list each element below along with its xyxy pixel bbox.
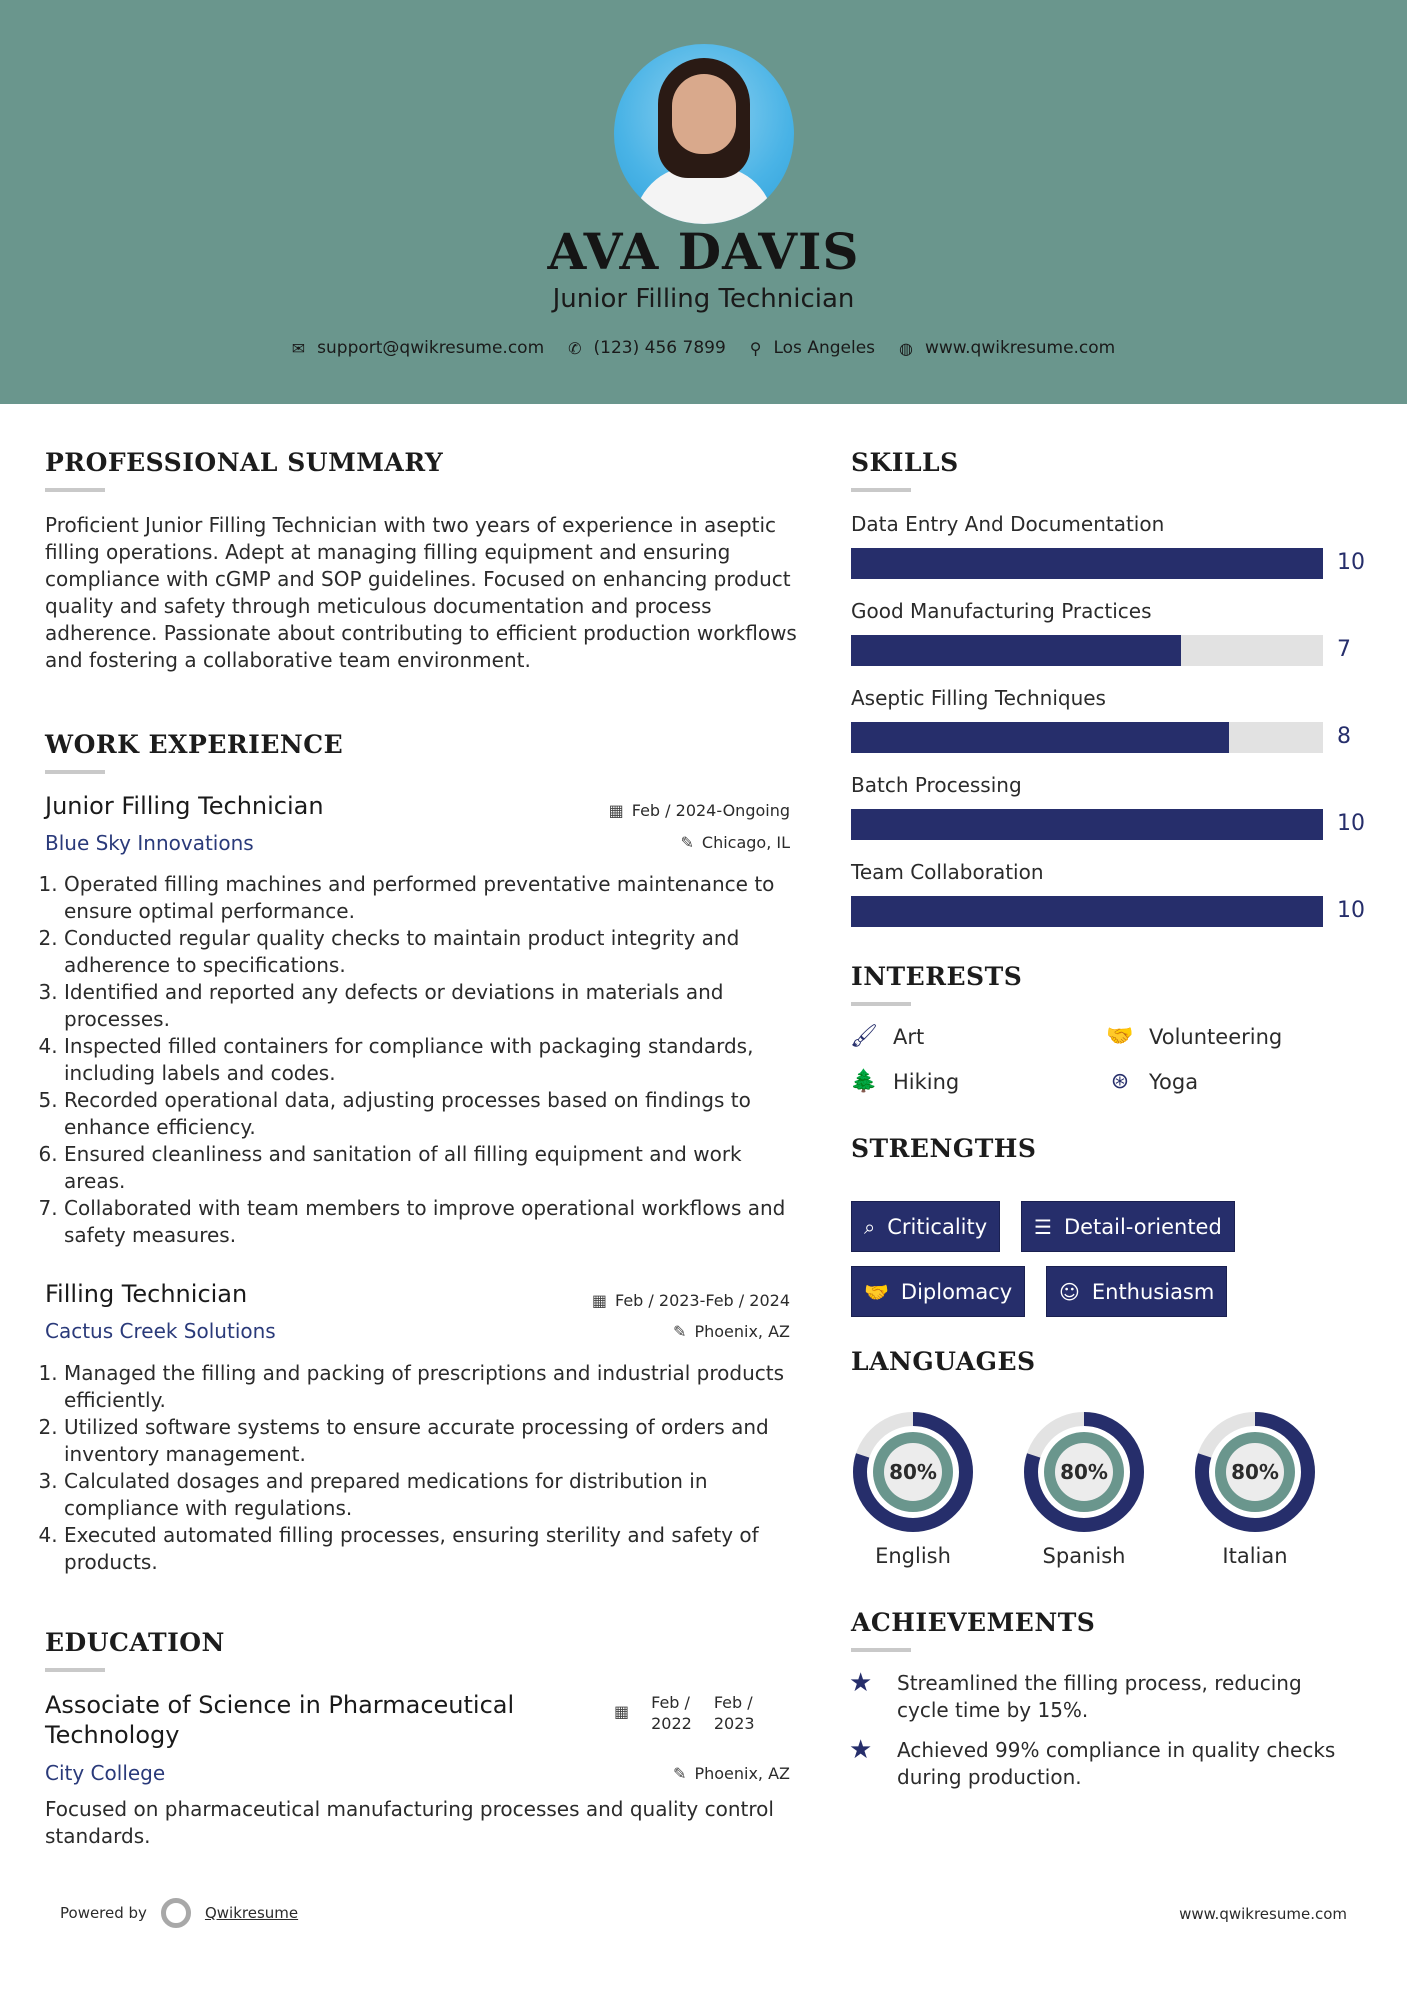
profile-photo (614, 44, 794, 224)
skill-bar-fill (851, 722, 1229, 753)
job-title-1: Junior Filling Technician (45, 792, 324, 820)
handshake-icon: 🤝 (864, 1279, 889, 1304)
skill-value: 8 (1337, 724, 1351, 749)
skills-underline (851, 488, 911, 492)
language-percent: 80% (1060, 1460, 1108, 1484)
list-item: 3. Calculated dosages and prepared medications for distribution in compliance with regulations. (64, 1468, 796, 1522)
qwikresume-logo-icon (161, 1898, 191, 1928)
language-label: Italian (1222, 1544, 1288, 1568)
list-item: 2. Conducted regular quality checks to maintain product integrity and adherence to specifications. (64, 925, 796, 979)
pushpin-icon: ✎ (673, 1322, 687, 1341)
calendar-icon: ▦ (614, 1702, 630, 1721)
skill-bar-fill (851, 809, 1323, 840)
handshake-icon: 🤝 (1106, 1024, 1134, 1049)
summary-text: Proficient Junior Filling Technician with two years of experience in aseptic filling operations. Adept at managing filling equipment and ensuring compliance with cGMP and SOP guidelines. Focused on enhancing product quality and safety through meticulous documentation and process adherence. Passionate about contributing to efficient production workflows and fostering a collaborative team environment. (45, 513, 797, 672)
language-percent: 80% (889, 1460, 937, 1484)
strengths-heading: STRENGTHS (851, 1134, 1037, 1163)
contact-location (750, 338, 875, 358)
job-date-1: ▦ Feb / 2024-Ongoing (608, 801, 790, 820)
list-item: 1. Managed the filling and packing of prescriptions and industrial products efficiently. (64, 1360, 796, 1414)
list-item: 4. Inspected filled containers for compliance with packaging standards, including labels and codes. (64, 1033, 796, 1087)
job-location-1: ✎ Chicago, IL (680, 833, 790, 852)
skill-label: Batch Processing (851, 773, 1022, 797)
skill-value: 10 (1337, 898, 1365, 923)
language-ring (1022, 1410, 1146, 1534)
degree-title: Associate of Science in Pharmaceutical Technology (45, 1691, 515, 1749)
education-description: Focused on pharmaceutical manufacturing processes and quality control standards. (45, 1797, 774, 1848)
strength-chip-detail-oriented: ☰ Detail-oriented (1021, 1201, 1235, 1252)
list-item: 2. Utilized software systems to ensure accurate processing of orders and inventory management. (64, 1414, 796, 1468)
skill-label: Good Manufacturing Practices (851, 599, 1152, 623)
strength-chip-criticality: ⌕ Criticality (851, 1201, 1000, 1252)
search-icon: ⌕ (864, 1214, 876, 1239)
education-heading: EDUCATION (45, 1628, 225, 1657)
language-label: Spanish (1042, 1544, 1126, 1568)
job-title-2: Filling Technician (45, 1280, 248, 1308)
job-date-2: ▦ Feb / 2023-Feb / 2024 (591, 1291, 790, 1310)
skill-label: Aseptic Filling Techniques (851, 686, 1106, 710)
job-bullets-1 (36, 871, 796, 1249)
website-text: www.qwikresume.com (924, 338, 1116, 358)
skill-bar-fill (851, 896, 1323, 927)
header-banner (0, 0, 1407, 404)
job-company-1: Blue Sky Innovations (45, 831, 254, 855)
candidate-name: AVA DAVIS (547, 222, 860, 281)
skill-value: 10 (1337, 550, 1365, 575)
experience-underline (45, 770, 105, 774)
phone-text: (123) 456 7899 (593, 338, 726, 358)
list-icon: ☰ (1034, 1214, 1052, 1239)
language-italian (1193, 1410, 1317, 1568)
star-badge-icon: ★ (849, 1735, 873, 1765)
contact-bar (0, 338, 1407, 358)
globe-icon: ◍ (899, 338, 913, 358)
job-company-2: Cactus Creek Solutions (45, 1319, 276, 1343)
interest-volunteering: 🤝 Volunteering (1106, 1024, 1283, 1049)
education-underline (45, 1668, 105, 1672)
languages-heading: LANGUAGES (851, 1347, 1036, 1376)
interests-heading: INTERESTS (851, 962, 1023, 991)
star-badge-icon: ★ (849, 1668, 873, 1698)
map-pin-icon: ⚲ (749, 338, 762, 358)
language-label: English (875, 1544, 951, 1568)
pushpin-icon: ✎ (673, 1764, 687, 1783)
contact-phone[interactable] (568, 338, 726, 358)
language-ring (1193, 1410, 1317, 1534)
tree-icon: 🌲 (850, 1069, 878, 1094)
job-bullets-2 (36, 1360, 796, 1576)
skill-value: 7 (1337, 637, 1351, 662)
list-item: 6. Ensured cleanliness and sanitation of all filling equipment and work areas. (64, 1141, 796, 1195)
skill-bar-track (851, 896, 1323, 927)
skill-bar-track (851, 722, 1323, 753)
pushpin-icon: ✎ (680, 833, 694, 852)
envelope-icon: ✉ (291, 338, 306, 358)
summary-heading: PROFESSIONAL SUMMARY (45, 448, 444, 477)
achievements-underline (851, 1648, 911, 1652)
skills-heading: SKILLS (851, 448, 959, 477)
school-name: City College (45, 1761, 166, 1785)
summary-underline (45, 488, 105, 492)
experience-heading: WORK EXPERIENCE (45, 730, 344, 759)
job-location-2: ✎ Phoenix, AZ (673, 1322, 790, 1341)
language-percent: 80% (1231, 1460, 1279, 1484)
language-ring (851, 1410, 975, 1534)
lifebuoy-icon: ⊛ (1110, 1069, 1130, 1094)
strength-chip-enthusiasm: ☺ Enthusiasm (1046, 1266, 1227, 1317)
calendar-icon: ▦ (608, 801, 624, 820)
interests-underline (851, 1002, 911, 1006)
achievement-item-1: ★ Streamlined the filling process, reducing cycle time by 15%. (849, 1668, 1302, 1722)
footer-website[interactable]: www.qwikresume.com (1179, 1905, 1347, 1923)
phone-icon: ✆ (568, 338, 582, 358)
interest-yoga: ⊛ Yoga (1105, 1069, 1198, 1094)
paintbrush-icon: 🖌 (850, 1024, 878, 1049)
skill-bar-track (851, 635, 1323, 666)
strength-chip-diplomacy: 🤝 Diplomacy (851, 1266, 1025, 1317)
email-text: support@qwikresume.com (317, 338, 545, 358)
list-item: 4. Executed automated filling processes, ensuring sterility and safety of products. (64, 1522, 796, 1576)
language-english (851, 1410, 975, 1568)
list-item: 7. Collaborated with team members to improve operational workflows and safety measures. (64, 1195, 796, 1249)
interest-hiking: 🌲 Hiking (850, 1069, 960, 1094)
calendar-icon: ▦ (591, 1291, 607, 1310)
contact-website[interactable] (899, 338, 1115, 358)
skill-bar-fill (851, 635, 1181, 666)
interest-art: 🖌 Art (850, 1024, 925, 1049)
list-item: 3. Identified and reported any defects or deviations in materials and processes. (64, 979, 796, 1033)
language-spanish (1022, 1410, 1146, 1568)
smile-icon: ☺ (1059, 1279, 1080, 1304)
skill-label: Data Entry And Documentation (851, 512, 1165, 536)
achievements-heading: ACHIEVEMENTS (851, 1608, 1096, 1637)
skill-bar-track (851, 548, 1323, 579)
candidate-title: Junior Filling Technician (552, 284, 855, 314)
achievement-item-2: ★ Achieved 99% compliance in quality checks during production. (849, 1735, 1336, 1789)
skill-value: 10 (1337, 811, 1365, 836)
list-item: 1. Operated filling machines and performed preventative maintenance to ensure optimal performance. (64, 871, 796, 925)
qwikresume-link[interactable]: Qwikresume (204, 1904, 299, 1922)
footer-powered-by (60, 1898, 298, 1928)
education-location: ✎ Phoenix, AZ (673, 1764, 790, 1783)
location-text: Los Angeles (773, 338, 876, 358)
education-dates: ▦ Feb / 2022 Feb / 2023 (614, 1693, 755, 1733)
list-item: 5. Recorded operational data, adjusting processes based on findings to enhance efficiency. (64, 1087, 796, 1141)
skill-label: Team Collaboration (851, 860, 1044, 884)
skill-bar-track (851, 809, 1323, 840)
contact-email[interactable] (292, 338, 544, 358)
skill-bar-fill (851, 548, 1323, 579)
powered-by-text: Powered by (60, 1904, 147, 1922)
